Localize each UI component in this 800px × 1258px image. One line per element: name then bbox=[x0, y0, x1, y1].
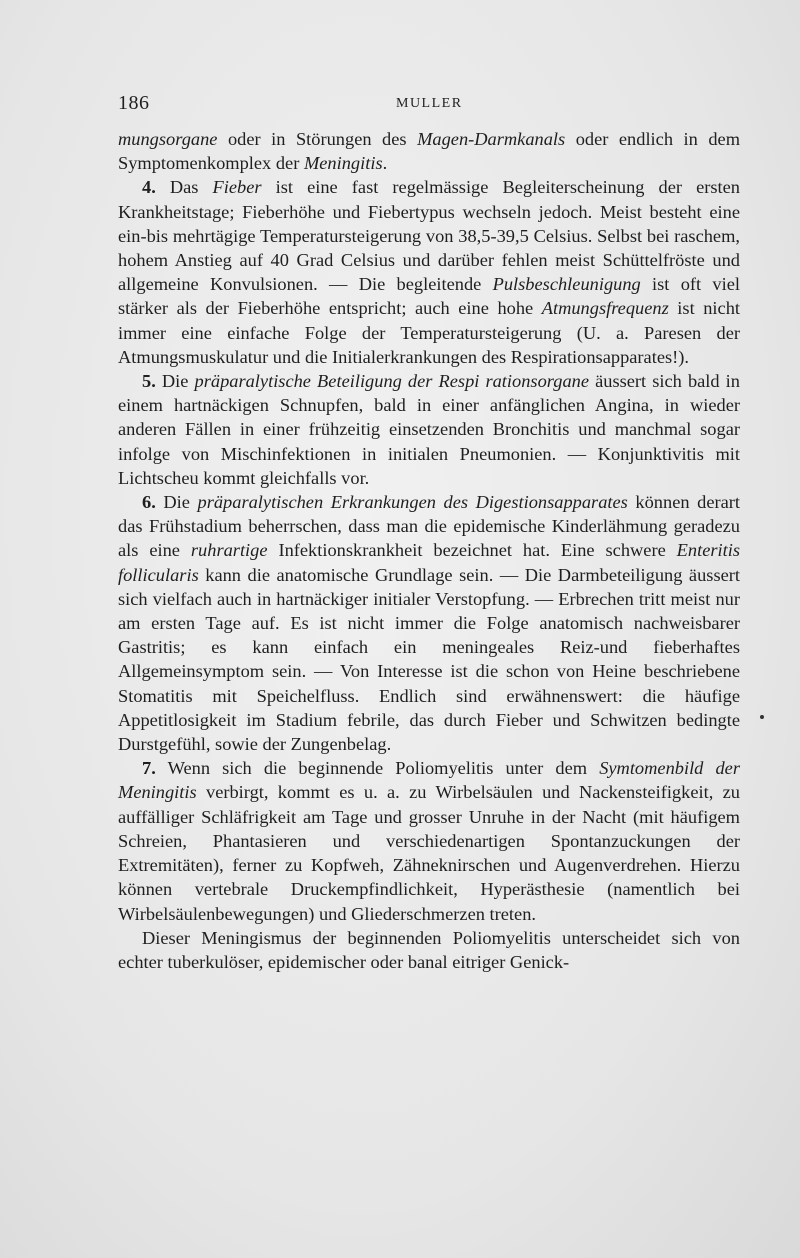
text-run: äussert sich bald in einem hartnäckigen Schnupfen, bald in einer anfänglichen Angina, in wieder anderen Fällen in einer frühzeitig einsetzenden Bronchitis und manchmal sogar infolge von Mischinfektionen in initialen Pneumonien. — Konjunktivitis mit Lichtscheu kommt gleichfalls vor. bbox=[118, 371, 740, 488]
italic-term: Symtomenbild der Meningitis bbox=[118, 758, 741, 803]
section-number: 7. bbox=[142, 758, 156, 779]
text-run: Wenn sich die beginnende Poliomyelitis unter dem bbox=[155, 758, 600, 779]
body-text bbox=[118, 127, 740, 974]
text-run: ist nicht immer eine einfache Folge der Temperatursteigerung (U. a. Paresen der Atmungsmuskulatur und die Initialerkrankungen des Respirationsapparates!). bbox=[118, 298, 740, 367]
italic-term: Enteritis follicularis bbox=[118, 540, 740, 585]
page-number: 186 bbox=[118, 92, 150, 114]
margin-speck bbox=[760, 715, 764, 719]
section-number: 4. bbox=[142, 177, 156, 198]
paragraph-digestive bbox=[118, 490, 740, 756]
italic-term: ruhrartige bbox=[190, 540, 268, 561]
paragraph-continuation bbox=[118, 127, 740, 175]
section-number: 6. bbox=[142, 492, 156, 513]
italic-term: Fieber bbox=[212, 177, 262, 198]
italic-term: Pulsbeschleunigung bbox=[492, 274, 641, 295]
italic-term: Atmungsfrequenz bbox=[541, 298, 669, 319]
text-run: Die bbox=[155, 492, 198, 513]
text-run: können derart das Frühstadium beherrschen, dass man die epidemische Kinderlähmung geradezu als eine bbox=[118, 492, 741, 561]
page-header bbox=[118, 92, 740, 118]
paragraph-respiratory bbox=[118, 369, 740, 490]
paragraph-fever bbox=[118, 175, 740, 369]
text-run: Infektionskrankheit bezeichnet hat. Eine schwere bbox=[267, 540, 677, 561]
italic-term: präparalytische Beteiligung der Respi rationsorgane bbox=[194, 371, 589, 392]
text-run: Die bbox=[155, 371, 195, 392]
running-head: MULLER bbox=[396, 96, 463, 111]
text-run: verbirgt, kommt es u. a. zu Wirbelsäulen und Nackensteifigkeit, zu auffälliger Schläfrigkeit am Tage und grosser Unruhe in der Nacht (mit häufigem Schreien, Phantasieren und verschiedenartigen Spontanzuckungen der Extremitäten), ferner zu Kopfweh, Zähneknirschen und Augenverdrehen. Hierzu können vertebrale Druckempfindlichkeit, Hyperästhesie (namentlich bei Wirbelsäulenbewegungen) und Gliederschmerzen treten. bbox=[118, 782, 740, 924]
text-run: oder in Störungen des bbox=[217, 129, 418, 149]
text-run: ist oft viel stärker als der Fieberhöhe entspricht; auch eine hohe bbox=[118, 274, 740, 319]
text-run: Das bbox=[155, 177, 213, 198]
text-run: Dieser Meningismus der beginnenden Poliomyelitis unterscheidet sich von echter tuberkulöser, epidemischer oder banal eitriger Genick- bbox=[118, 927, 740, 972]
italic-term: Meningitis bbox=[303, 153, 383, 174]
text-run: . bbox=[382, 153, 388, 174]
paragraph-meningismus bbox=[118, 926, 740, 974]
italic-term: Magen-Darmkanals bbox=[417, 129, 566, 149]
paragraph-meningitis bbox=[118, 756, 740, 925]
text-run: oder endlich in dem Symptomenkomplex der bbox=[118, 129, 740, 174]
section-number: 5. bbox=[142, 371, 156, 392]
italic-term: präparalytischen Erkrankungen des Digestionsapparates bbox=[197, 492, 628, 513]
italic-term: mungsorgane bbox=[118, 129, 218, 149]
text-run: kann die anatomische Grundlage sein. — Die Darmbeteiligung äussert sich vielfach auch in hartnäckiger initialer Verstopfung. — Erbrechen tritt meist nur am ersten Tage auf. Es ist nicht immer die Folge anatomisch nachweisbarer Gastritis; es kann einfach ein meningeales Reiz-und fieberhaftes Allgemeinsymptom sein. — Von Interesse ist die schon von Heine beschriebene Stomatitis mit Speichelfluss. Endlich sind erwähnenswert: die häufige Appetitlosigkeit im Stadium febrile, das durch Fieber und Schwitzen bedingte Durstgefühl, sowie der Zungenbelag. bbox=[118, 564, 740, 755]
text-run: ist eine fast regelmässige Begleiterscheinung der ersten Krankheitstage; Fieberhöhe und Fiebertypus wechseln jedoch. Meist besteht eine ein-bis mehrtägige Temperatursteigerung von 38,5-39,5 Celsius. Selbst bei raschem, hohem Anstieg auf 40 Grad Celsius und darüber fehlen meist Schüttelfröste und allgemeine Konvulsionen. — Die begleitende bbox=[118, 177, 740, 295]
